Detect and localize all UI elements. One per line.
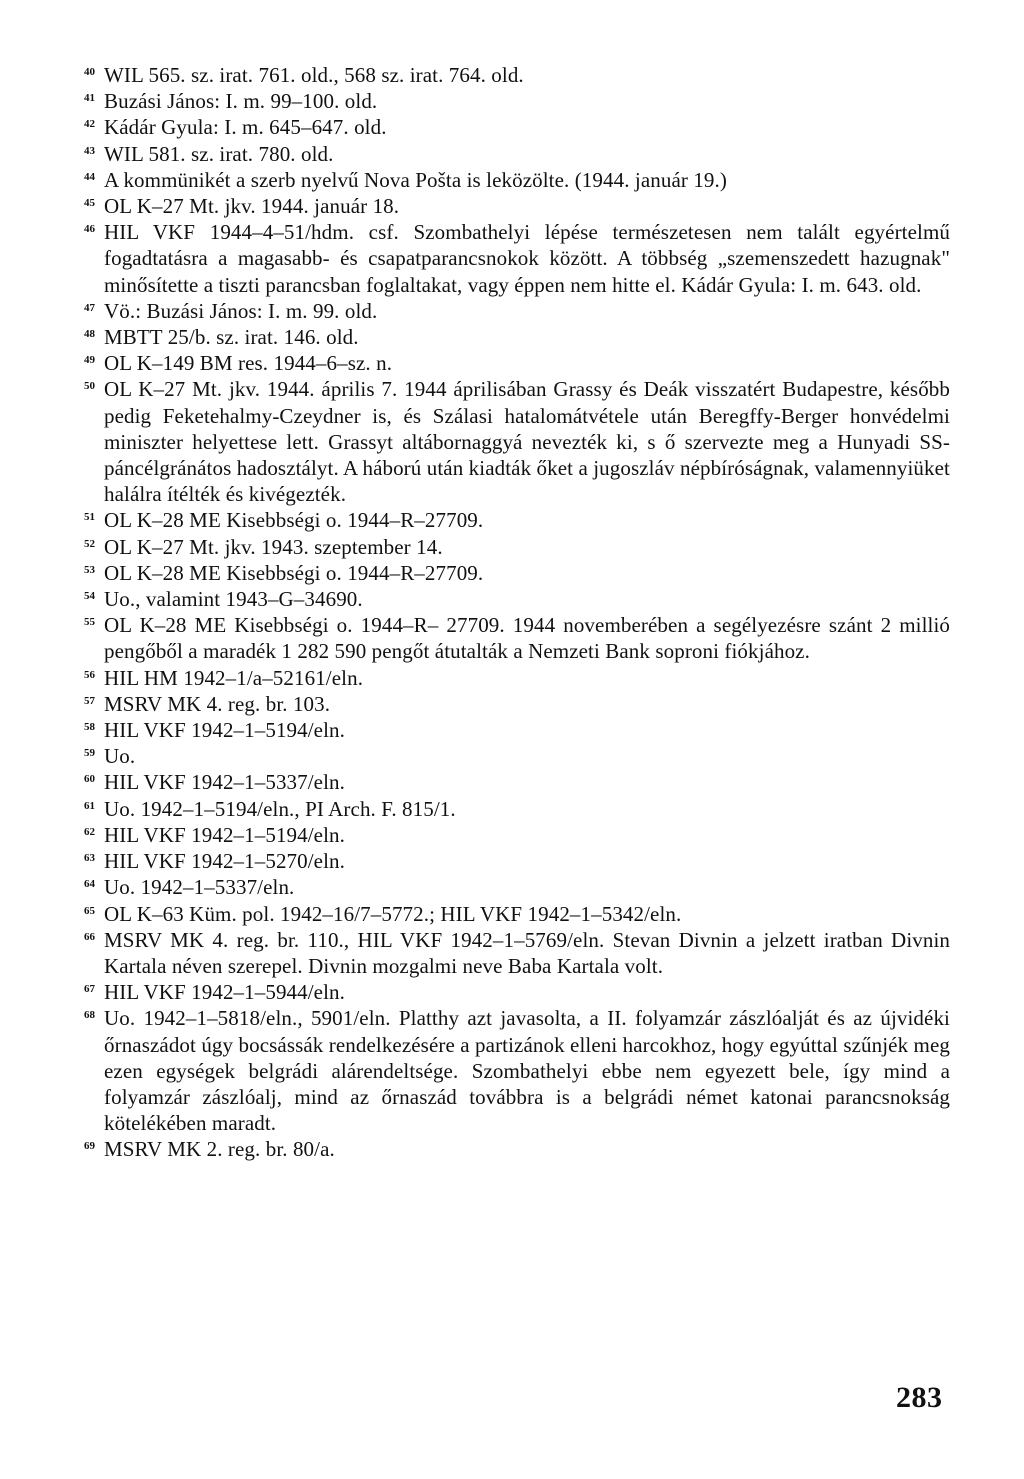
footnote-number: 54 [84,590,95,603]
footnote-49 [84,350,950,376]
footnote-62 [84,822,950,848]
footnote-67 [84,979,950,1005]
footnote-number: 49 [84,354,95,367]
footnote-number: 69 [84,1140,95,1153]
footnote-text: OL K–63 Küm. pol. 1942–16/7–5772.; HIL VKF 1942–1–5342/eln. [104,901,682,926]
footnote-number: 55 [84,616,95,629]
footnote-number: 45 [84,197,95,210]
footnote-44 [84,167,950,193]
footnote-text: Buzási János: I. m. 99–100. old. [104,89,378,114]
footnote-text: OL K–28 ME Kisebbségi o. 1944–R–27709. [104,560,484,585]
footnote-text: Uo. 1942–1–5194/eln., PI Arch. F. 815/1. [104,796,456,821]
footnote-number: 42 [84,118,95,131]
footnote-number: 40 [84,66,95,78]
footnote-text: MSRV MK 4. reg. br. 110., HIL VKF 1942–1–5769/eln. Stevan Divnin a jelzett iratban Divnin Kartala néven szerepel. Divnin mozgalmi neve Baba Kartala volt. [104,927,950,978]
footnote-text: HIL VKF 1942–1–5944/eln. [104,980,345,1005]
footnote-number: 44 [84,170,95,183]
footnote-number: 66 [84,930,95,943]
footnote-58 [84,717,950,743]
footnote-number: 46 [84,223,95,236]
footnote-47 [84,298,950,324]
footnote-number: 50 [84,380,95,393]
footnote-text: A kommünikét a szerb nyelvű Nova Pošta is leközölte. (1944. január 19.) [104,167,727,192]
footnote-63 [84,848,950,874]
footnote-number: 43 [84,144,95,157]
footnote-text: MSRV MK 2. reg. br. 80/a. [104,1137,335,1162]
footnote-number: 68 [84,1009,95,1022]
footnote-number: 64 [84,878,95,891]
footnote-number: 56 [84,668,95,681]
footnote-text: HIL VKF 1942–1–5337/eln. [104,770,345,795]
footnote-59 [84,743,950,769]
footnote-50 [84,376,950,507]
footnote-number: 53 [84,563,95,576]
footnote-number: 48 [84,328,95,341]
footnote-60 [84,769,950,795]
footnote-number: 47 [84,301,95,314]
footnote-66 [84,927,950,979]
footnote-text: MBTT 25/b. sz. irat. 146. old. [104,325,359,350]
footnote-number: 41 [84,92,95,105]
footnote-text: HIL VKF 1944–4–51/hdm. csf. Szombathelyi lépése természetesen nem talált egyértelmű fogadtatásra a magasabb- és csapatparancsnokok között. A többség „szemenszedett hazugnak" minősítette a tiszti parancsban foglaltakat, vagy éppen nem hitte el. Kádár Gyula: I. m. 643. old. [104,220,950,297]
footnote-text: HIL HM 1942–1/a–52161/eln. [104,665,364,690]
footnote-text: OL K–28 ME Kisebbségi o. 1944–R– 27709. 1944 novemberében a segélyezésre szánt 2 millió pengőből a maradék 1 282 590 pengőt átutalták a Nemzeti Bank soproni fiókjához. [104,613,950,664]
footnote-text: Uo. [104,744,136,769]
footnote-40 [84,62,950,88]
footnote-68 [84,1005,950,1136]
footnote-text: Kádár Gyula: I. m. 645–647. old. [104,115,387,140]
footnote-52 [84,534,950,560]
footnote-64 [84,874,950,900]
footnote-text: MSRV MK 4. reg. br. 103. [104,691,331,716]
footnote-45 [84,193,950,219]
footnote-text: OL K–28 ME Kisebbségi o. 1944–R–27709. [104,508,484,533]
footnote-number: 59 [84,747,95,760]
footnote-number: 67 [84,983,95,996]
footnote-text: HIL VKF 1942–1–5194/eln. [104,718,345,743]
footnote-number: 51 [84,511,95,524]
footnote-number: 60 [84,773,95,786]
page-number: 283 [896,1381,943,1414]
footnote-text: Uo. 1942–1–5337/eln. [104,875,295,900]
footnote-56 [84,665,950,691]
footnote-text: WIL 565. sz. irat. 761. old., 568 sz. irat. 764. old. [104,63,524,87]
footnote-61 [84,796,950,822]
footnote-text: Uo. 1942–1–5818/eln., 5901/eln. Platthy azt javasolta, a II. folyamzár zászlóalját és az újvidéki őrnaszádot úgy bocsássák rendelkezésére a partizánok elleni harcokhoz, hogy egyúttal szűnjék meg ezen egységek belgrádi alárendeltsége. Szombathelyi ebbe nem egyezett bele, így mind a folyamzár zászlóalj, mind az őrnaszád továbbra is a belgrádi német katonai parancsnokság kötelékében maradt. [104,1006,950,1136]
footnote-41 [84,88,950,114]
footnote-54 [84,586,950,612]
footnote-number: 63 [84,852,95,865]
footnote-43 [84,141,950,167]
footnote-text: Vö.: Buzási János: I. m. 99. old. [104,298,378,323]
footnote-number: 65 [84,904,95,917]
footnote-text: OL K–27 Mt. jkv. 1944. január 18. [104,194,400,219]
footnote-text: OL K–27 Mt. jkv. 1944. április 7. 1944 áprilisában Grassy és Deák visszatért Budapestre, később pedig Feketehalmy-Czeydner is, és Szálasi hatalomátvétele után Beregffy-Berger honvédelmi miniszter helyettese lett. Grassyt altábornaggyá nevezték ki, s ő szervezte meg a Hunyadi SS-páncélgránátos hadosztályt. A háború után kiadták őket a jugoszláv népbíróságnak, valamennyiüket halálra ítélték és kivégezték. [104,377,950,507]
footnote-number: 58 [84,721,95,734]
footnote-51 [84,507,950,533]
footnote-number: 57 [84,694,95,707]
footnote-text: HIL VKF 1942–1–5270/eln. [104,849,345,874]
footnote-number: 52 [84,537,95,550]
footnote-46 [84,219,950,298]
footnotes-block [84,62,950,1163]
footnote-65 [84,901,950,927]
footnote-text: WIL 581. sz. irat. 780. old. [104,141,334,166]
footnote-text: Uo., valamint 1943–G–34690. [104,587,363,612]
footnote-number: 61 [84,799,95,812]
footnote-69 [84,1136,950,1162]
footnote-42 [84,114,950,140]
footnote-text: HIL VKF 1942–1–5194/eln. [104,822,345,847]
footnote-55 [84,612,950,664]
footnote-53 [84,560,950,586]
footnote-text: OL K–149 BM res. 1944–6–sz. n. [104,351,393,376]
footnote-57 [84,691,950,717]
footnote-number: 62 [84,825,95,838]
footnote-text: OL K–27 Mt. jkv. 1943. szeptember 14. [104,534,443,559]
footnote-48 [84,324,950,350]
